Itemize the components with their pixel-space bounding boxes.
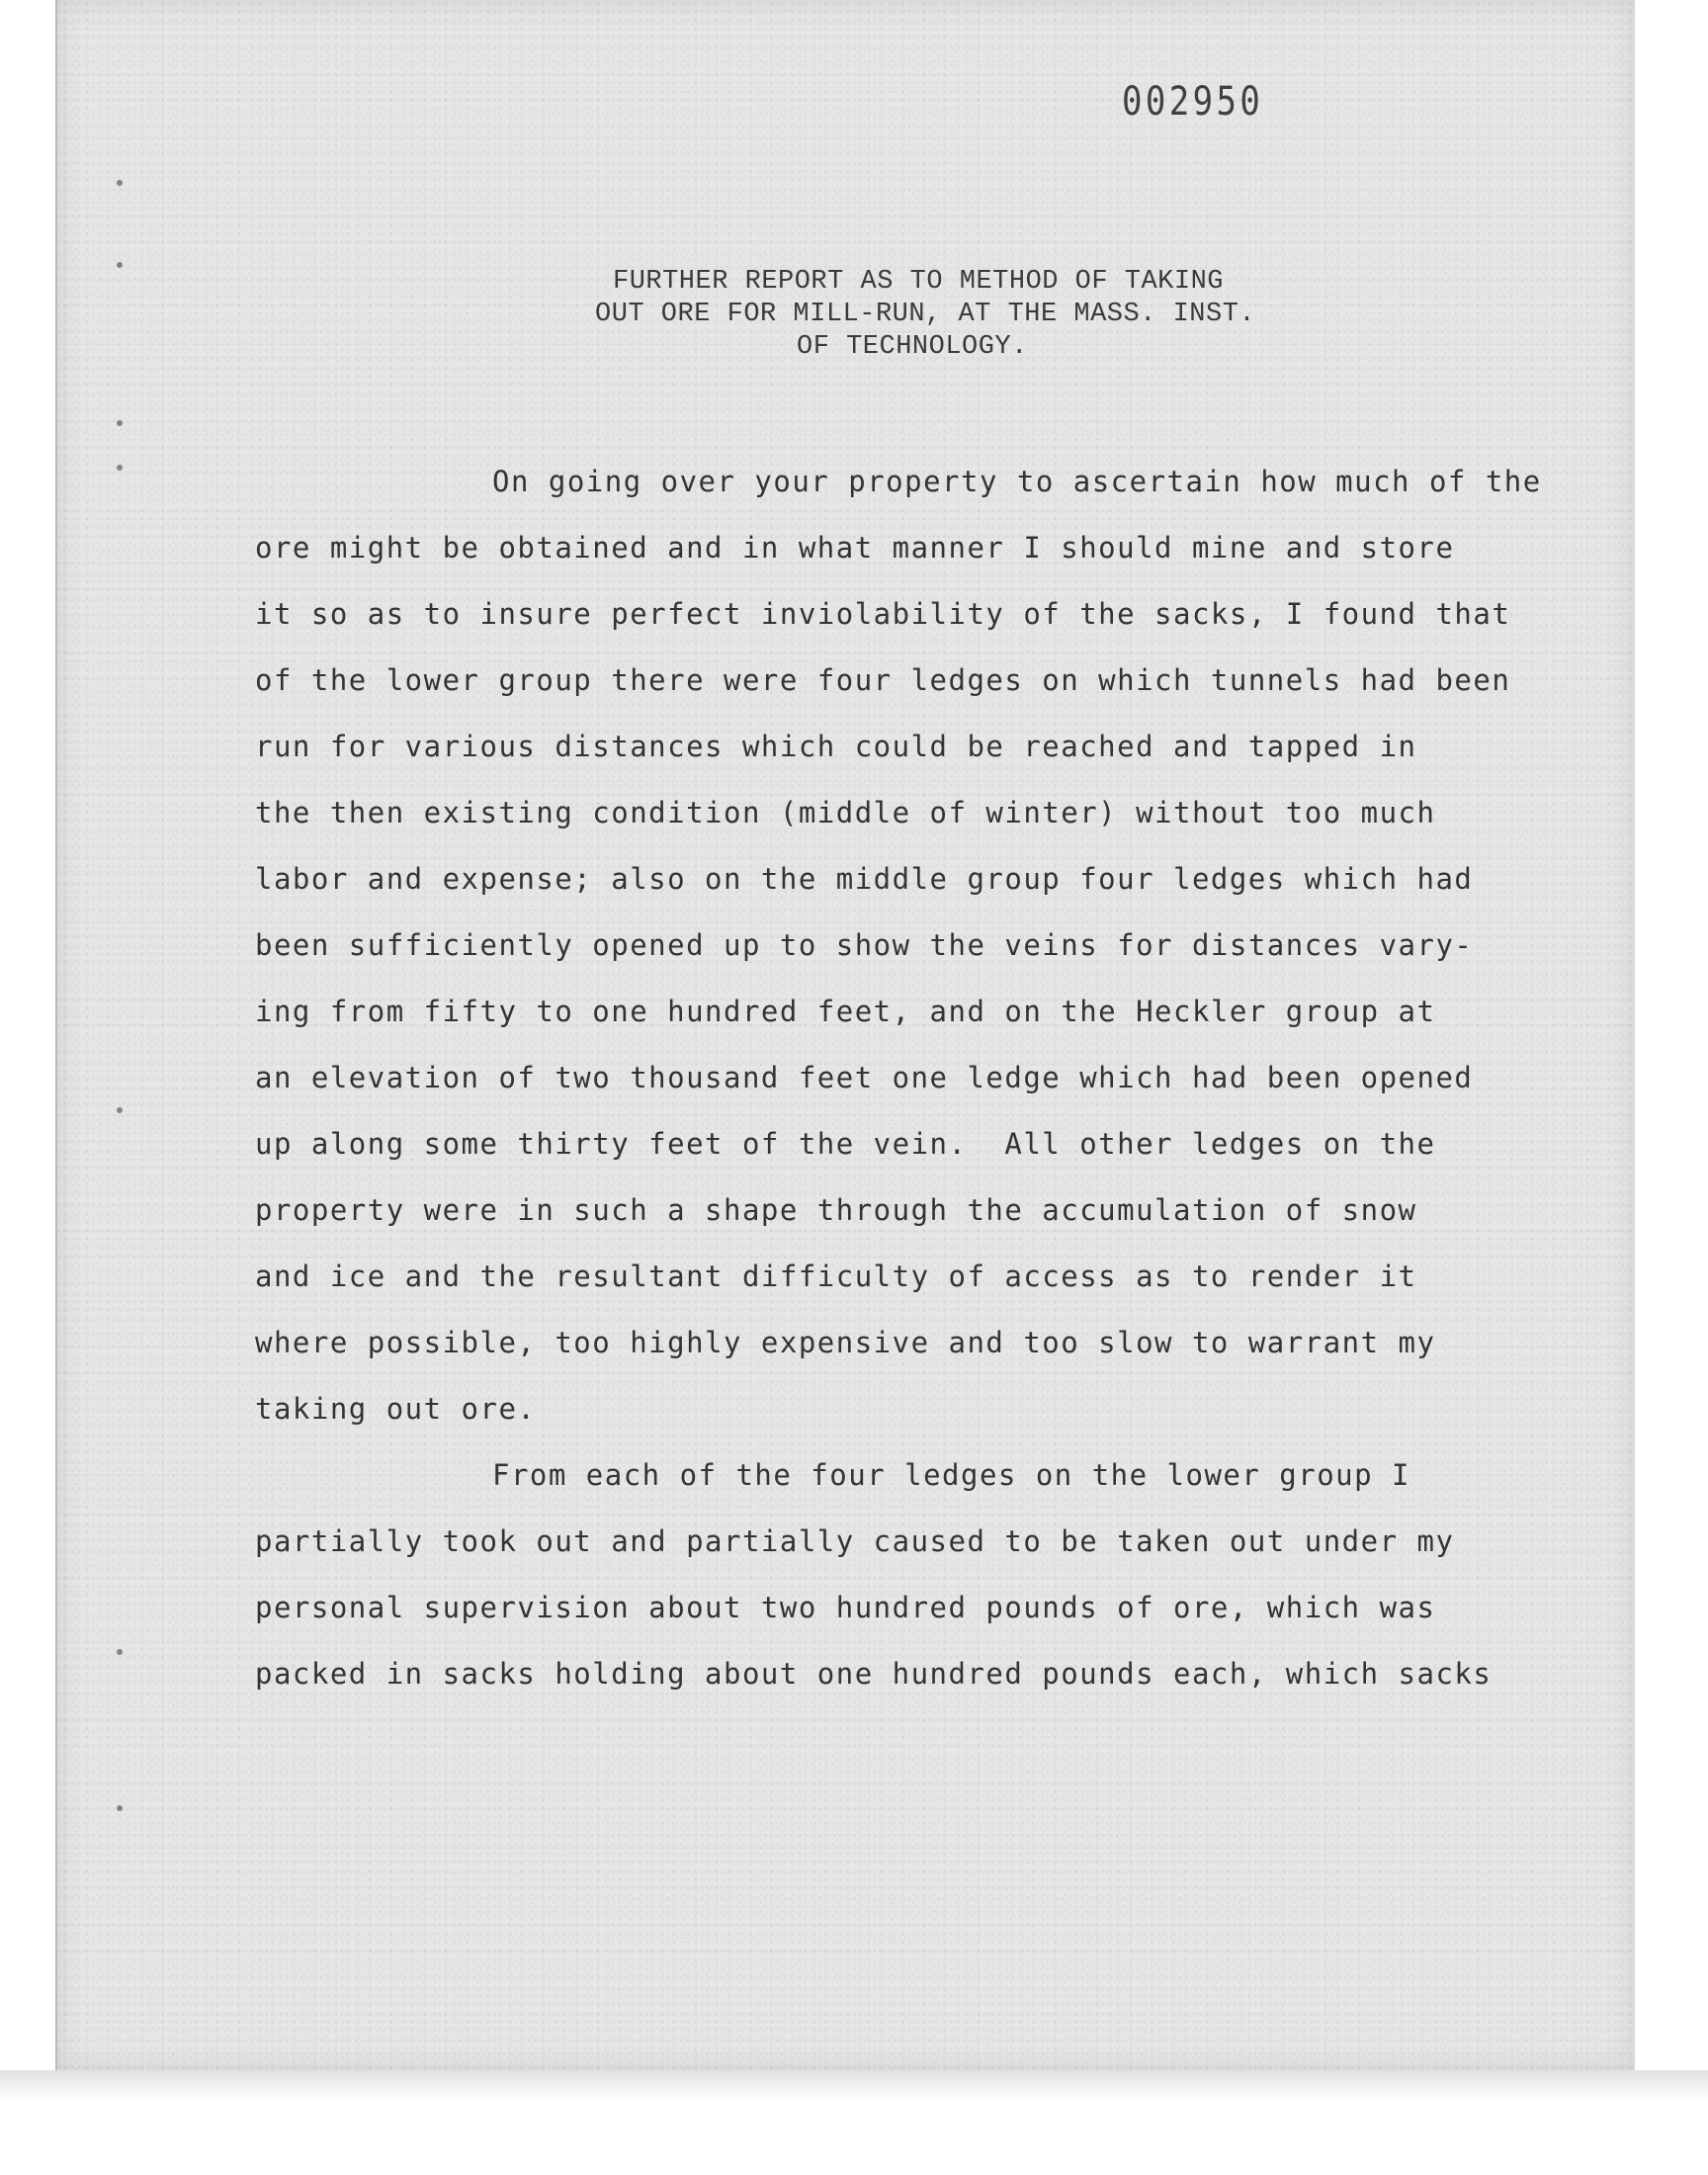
paragraph-line: personal supervision about two hundred pounds of ore, which was: [255, 1591, 1436, 1624]
paragraph-line: From each of the four ledges on the lower group I: [492, 1458, 1411, 1492]
paragraph-line: been sufficiently opened up to show the veins for distances vary-: [255, 928, 1474, 962]
scan-edge: [0, 2070, 1708, 2100]
paragraph-line: ing from fifty to one hundred feet, and on the Heckler group at: [255, 995, 1436, 1028]
title-line: FURTHER REPORT AS TO METHOD OF TAKING: [613, 267, 1224, 297]
paragraph-line: labor and expense; also on the middle group four ledges which had: [255, 862, 1474, 896]
binder-hole-mark: [117, 262, 123, 268]
paragraph-line: taking out ore.: [255, 1392, 537, 1426]
page-number: 002950: [1122, 79, 1264, 125]
binder-hole-mark: [117, 1805, 123, 1811]
paragraph-line: ore might be obtained and in what manner I should mine and store: [255, 531, 1455, 565]
title-line: OF TECHNOLOGY.: [797, 332, 1028, 362]
paragraph-line: and ice and the resultant difficulty of access as to render it: [255, 1260, 1417, 1293]
binder-hole-mark: [117, 420, 123, 426]
binder-hole-mark: [117, 1649, 123, 1655]
paragraph-line: it so as to insure perfect inviolability of the sacks, I found that: [255, 597, 1511, 631]
title-line: OUT ORE FOR MILL-RUN, AT THE MASS. INST.: [595, 300, 1256, 329]
paragraph-line: where possible, too highly expensive and too slow to warrant my: [255, 1326, 1436, 1359]
paragraph-line: an elevation of two thousand feet one ledge which had been opened: [255, 1061, 1474, 1094]
paragraph-line: of the lower group there were four ledges on which tunnels had been: [255, 663, 1511, 697]
paragraph-line: partially took out and partially caused to be taken out under my: [255, 1524, 1455, 1558]
paragraph-line: the then existing condition (middle of winter) without too much: [255, 796, 1436, 829]
paragraph-line: On going over your property to ascertain how much of the: [492, 465, 1542, 498]
binder-hole-mark: [117, 1107, 123, 1113]
paragraph-line: packed in sacks holding about one hundred pounds each, which sacks: [255, 1657, 1493, 1691]
binder-hole-mark: [117, 180, 123, 186]
paragraph-line: property were in such a shape through the accumulation of snow: [255, 1193, 1417, 1227]
paragraph-line: run for various distances which could be reached and tapped in: [255, 730, 1417, 763]
paragraph-line: up along some thirty feet of the vein. All other ledges on the: [255, 1127, 1436, 1161]
binder-hole-mark: [117, 465, 123, 471]
